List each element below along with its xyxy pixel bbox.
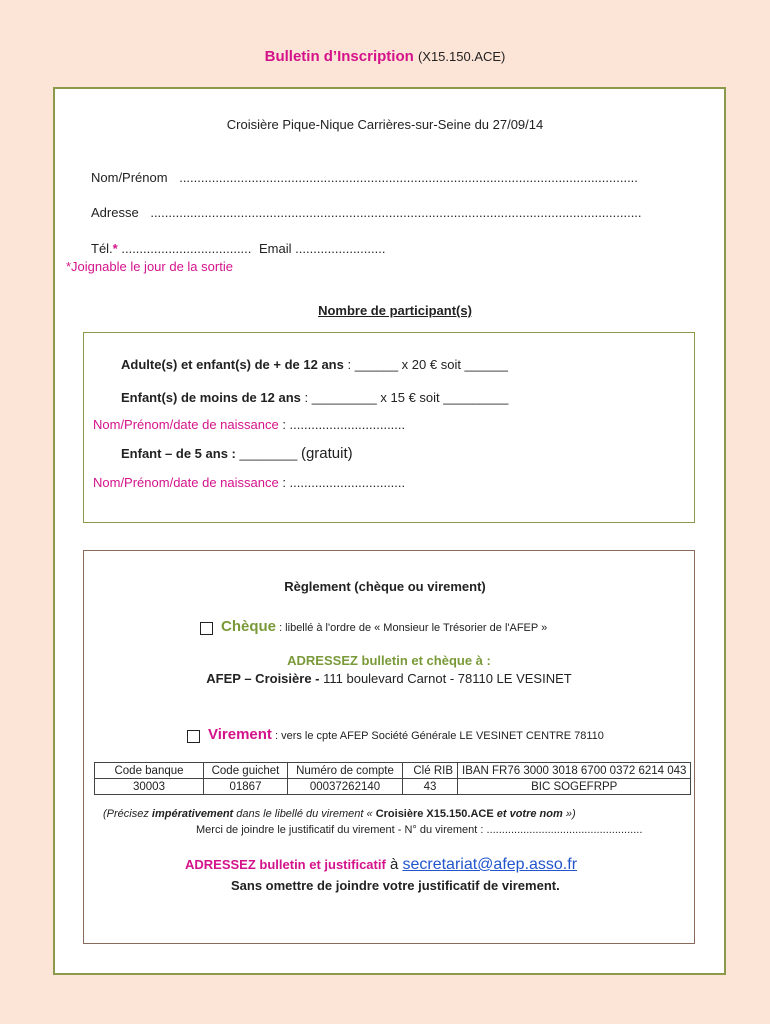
adressez-justif: ADRESSEZ bulletin et justificatif — [185, 857, 386, 872]
precisez-part: Croisière X15.150.ACE — [375, 808, 494, 820]
table-cell: 01867 — [204, 779, 288, 795]
merci-note: Merci de joindre le justificatif du virement - N° du virement : ................................................... — [196, 824, 643, 836]
tel-label: Tél. — [91, 241, 113, 256]
tel-star: * — [112, 241, 118, 256]
table-cell: Code guichet — [204, 763, 288, 779]
virement-label: Virement — [208, 726, 272, 743]
table-cell: BIC SOGEFRPP — [458, 779, 691, 795]
email-link[interactable]: secretariat@afep.asso.fr — [402, 856, 578, 873]
table-row — [95, 779, 691, 795]
table-cell: 00037262140 — [288, 779, 403, 795]
email-dots: ......................... — [295, 241, 386, 256]
title-code: (X15.150.ACE) — [417, 49, 506, 64]
nom-date-dots-1: : ................................ — [278, 417, 406, 432]
address-bold: AFEP – Croisière - — [206, 671, 324, 686]
precisez-part: (Précisez — [103, 808, 152, 820]
title-main: Bulletin d’Inscription — [264, 48, 414, 65]
infant-line: ________ — [235, 446, 301, 461]
child-row[interactable] — [121, 390, 508, 405]
joignable-note: *Joignable le jour de la sortie — [66, 259, 233, 274]
a-word: à — [385, 856, 403, 873]
virement-checkbox[interactable] — [187, 730, 200, 743]
adult-label: Adulte(s) et enfant(s) de + de 12 ans — [121, 357, 344, 372]
table-cell: 30003 — [95, 779, 204, 795]
virement-row — [187, 726, 604, 743]
table-cell: 43 — [403, 779, 458, 795]
adressez-cheque: ADRESSEZ bulletin et chèque à : — [287, 653, 491, 668]
cheque-label: Chèque — [221, 618, 277, 635]
infant-row[interactable] — [121, 445, 353, 462]
event-title: Croisière Pique-Nique Carrières-sur-Seine du 27/09/14 — [226, 117, 544, 132]
precisez-part: dans le libellé du virement « — [233, 808, 376, 820]
table-cell: IBAN FR76 3000 3018 6700 0372 6214 043 — [458, 763, 691, 779]
precisez-note — [103, 808, 576, 820]
bank-details-table — [94, 762, 691, 795]
table-row — [95, 763, 691, 779]
nom-date-label-1: Nom/Prénom/date de naissance — [93, 417, 279, 432]
reglement-heading: Règlement (chèque ou virement) — [284, 579, 486, 594]
precisez-part: impérativement — [151, 808, 234, 820]
nom-date-row-2[interactable] — [93, 475, 405, 490]
infant-gratuit: (gratuit) — [300, 445, 353, 462]
nom-prenom-field[interactable] — [91, 170, 638, 185]
sans-omettre-note: Sans omettre de joindre votre justificatif de virement. — [231, 878, 560, 893]
table-cell: Clé RIB — [403, 763, 458, 779]
child-rest: : _________ x 15 € soit _________ — [300, 390, 509, 405]
cheque-text: : libellé à l'ordre de « Monsieur le Trésorier de l'AFEP » — [276, 622, 548, 634]
table-cell: Numéro de compte — [288, 763, 403, 779]
adult-row[interactable] — [121, 357, 508, 372]
address-rest: 111 boulevard Carnot - 78110 LE VESINET — [323, 671, 572, 686]
tel-email-field[interactable] — [91, 241, 385, 256]
precisez-part: et votre nom — [493, 808, 563, 820]
form-title — [0, 48, 770, 65]
adresse-dots: ........................................................................................................................................ — [150, 205, 642, 220]
adresse-label: Adresse — [91, 205, 139, 220]
child-label: Enfant(s) de moins de 12 ans — [121, 390, 301, 405]
table-cell: Code banque — [95, 763, 204, 779]
infant-label: Enfant – de 5 ans : — [121, 446, 236, 461]
nom-prenom-dots: ............................................................................................................................... — [179, 170, 638, 185]
postal-address — [0, 671, 770, 686]
adult-rest: : ______ x 20 € soit ______ — [343, 357, 508, 372]
tel-dots: .................................... — [121, 241, 252, 256]
nom-date-dots-2: : ................................ — [278, 475, 406, 490]
precisez-part: ») — [562, 808, 576, 820]
cheque-row — [200, 618, 547, 635]
email-label: Email — [259, 241, 292, 256]
participants-heading: Nombre de participant(s) — [318, 303, 472, 318]
cheque-checkbox[interactable] — [200, 622, 213, 635]
adresse-field[interactable] — [91, 205, 642, 220]
nom-prenom-label: Nom/Prénom — [91, 170, 168, 185]
nom-date-label-2: Nom/Prénom/date de naissance — [93, 475, 279, 490]
nom-date-row-1[interactable] — [93, 417, 405, 432]
virement-text: : vers le cpte AFEP Société Générale LE VESINET CENTRE 78110 — [271, 730, 604, 742]
adressez-justif-row — [185, 856, 577, 874]
